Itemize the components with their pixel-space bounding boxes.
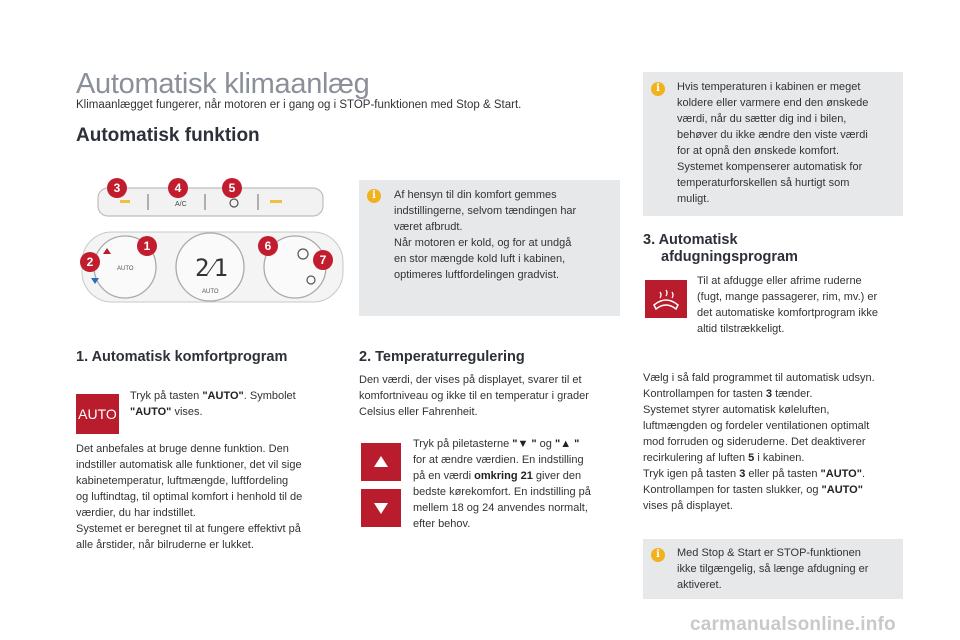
callout-2: 2 <box>80 252 100 272</box>
arrow-down-button-icon <box>361 489 401 527</box>
callout-3: 3 <box>107 178 127 198</box>
info-box-temperature: i Hvis temperaturen i kabinen er meget koldere eller varmere end den ønskede værdi, når du sætter dig ind i bilen, behøver du ikke ændre den viste værdi for at opnå den ønskede komfort. Systemet kompenserer automatisk for temperaturforskellen så hurtigt som muligt. <box>643 72 903 216</box>
section-title: Automatisk funktion <box>76 125 260 146</box>
arrow-up-button-icon <box>361 443 401 481</box>
windscreen-defrost-icon <box>645 280 687 318</box>
info-icon: i <box>367 189 381 203</box>
defog-button-icon <box>645 280 687 318</box>
auto-press-text: Tryk på tasten "AUTO". Symbolet "AUTO" vises. <box>130 390 296 418</box>
watermark: carmanualsonline.info <box>690 614 896 635</box>
arrow-down-icon <box>374 503 388 514</box>
svg-text:AUTO: AUTO <box>202 289 219 295</box>
heading-temperature: 2. Temperaturregulering <box>359 349 525 365</box>
arrow-up-icon <box>374 456 388 467</box>
svg-text:A/C: A/C <box>175 201 187 208</box>
info-icon: i <box>651 548 665 562</box>
comfort-description: Det anbefales at bruge denne funktion. Den indstiller automatisk alle funktioner, det vil sige kabinetemperatur, luftmængde, luftfordeling og luftindtag, til optimal komfort i henhold til de værdier, du har indstillet. Systemet er beregnet til at fungere effektivt på alle årstider, når bilruderne er lukket. <box>76 443 303 551</box>
page-subtitle: Klimaanlægget fungerer, når motoren er i gang og i STOP-funktionen med Stop & Start. <box>76 99 522 111</box>
auto-button-icon: AUTO <box>76 394 119 434</box>
climate-control-panel <box>80 172 345 312</box>
callout-6: 6 <box>258 236 278 256</box>
info-box-memory: i Af hensyn til din komfort gemmes indstillingerne, selvom tændingen har været afbrudt. Når motoren er kold, og for at undgå en stor mængde kold luft i kabinen, optimeres luftfordelingen gradvist. <box>359 180 620 316</box>
page-title: Automatisk klimaanlæg <box>76 68 370 100</box>
arrow-press-text: Tryk på piletasterne "▼ " og "▲ " for at ændre værdien. En indstilling på en værdi omkring 21 giver den bedste kørekomfort. En indstilling på mellem 18 og 24 anvendes normalt, efter behov. <box>413 438 591 530</box>
callout-1: 1 <box>137 236 157 256</box>
callout-5: 5 <box>222 178 242 198</box>
svg-text:2⁄1: 2⁄1 <box>195 254 228 282</box>
callout-7: 7 <box>313 250 333 270</box>
svg-text:AUTO: AUTO <box>117 266 134 272</box>
callout-4: 4 <box>168 178 188 198</box>
defog-intro: Til at afdugge eller afrime ruderne (fugt, mange passagerer, rim, mv.) er det automatiske komfortprogram ikke altid tilstrækkeligt. <box>697 275 878 335</box>
temperature-description: Den værdi, der vises på displayet, svarer til et komfortniveau og ikke til en temperatur i grader Celsius eller Fahrenheit. <box>359 374 589 418</box>
defog-description: Vælg i så fald programmet til automatisk udsyn. Kontrollampen for tasten 3 tænder. Systemet styrer automatisk køleluften, luftmængden og fordeler ventilationen optimalt mod forruden og sideruderne. Det deaktiverer recirkulering af luften 5 i kabinen. Tryk igen på tasten 3 eller på tasten "AUTO". Kontrollampen for tasten slukker, og "AUTO" vises på displayet. <box>643 372 875 512</box>
info-box-stop-start: i Med Stop & Start er STOP-funktionen ikke tilgængelig, så længe afdugning er aktiveret. <box>643 539 903 599</box>
info-icon: i <box>651 82 665 96</box>
heading-comfort-program: 1. Automatisk komfortprogram <box>76 349 288 365</box>
heading-defog: 3. Automatisk afdugningsprogram <box>643 232 798 265</box>
